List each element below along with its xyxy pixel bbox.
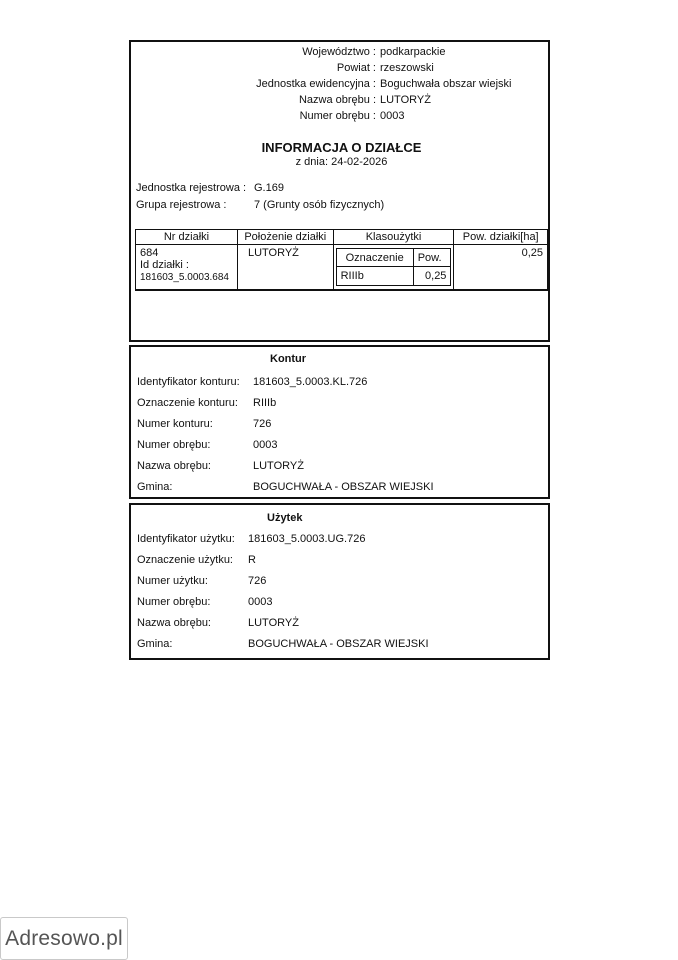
land-use-precinct-name-value: LUTORYŻ bbox=[248, 617, 299, 629]
contour-precinct-number-label: Numer obrębu: bbox=[137, 439, 211, 451]
land-class-header-designation: Oznaczenie bbox=[336, 249, 413, 267]
register-group-label: Grupa rejestrowa : bbox=[136, 199, 227, 211]
land-use-number-value: 726 bbox=[248, 575, 267, 587]
land-use-id-value: 181603_5.0003.UG.726 bbox=[248, 533, 366, 545]
contour-precinct-number-value: 0003 bbox=[253, 439, 278, 451]
parcel-table-header bbox=[136, 230, 548, 245]
col-header-land-class: Klasoużytki bbox=[333, 230, 454, 245]
watermark-badge: Adresowo.pl bbox=[0, 917, 128, 960]
contour-row-precinct-name bbox=[137, 460, 547, 476]
register-unit-value: G.169 bbox=[254, 182, 284, 194]
land-use-number-label: Numer użytku: bbox=[137, 575, 208, 587]
contour-row-number bbox=[137, 418, 547, 434]
land-use-row-id bbox=[137, 533, 547, 549]
land-use-commune-value: BOGUCHWAŁA - OBSZAR WIEJSKI bbox=[248, 638, 429, 650]
contour-precinct-name-value: LUTORYŻ bbox=[253, 460, 304, 472]
contour-box bbox=[129, 345, 550, 499]
parcel-info-box bbox=[129, 40, 550, 342]
precinct-number-label: Numer obrębu : bbox=[299, 110, 376, 122]
register-group-row bbox=[136, 199, 546, 215]
header-row-precinct-number bbox=[131, 110, 552, 126]
col-header-location: Położenie działki bbox=[237, 230, 333, 245]
table-row bbox=[136, 245, 548, 291]
land-use-precinct-number-label: Numer obrębu: bbox=[137, 596, 211, 608]
parcel-area: 0,25 bbox=[521, 247, 543, 259]
header-row-precinct-name bbox=[131, 94, 552, 110]
contour-row-id bbox=[137, 376, 547, 392]
land-use-row-number bbox=[137, 575, 547, 591]
contour-row-precinct-number bbox=[137, 439, 547, 455]
land-use-row-commune bbox=[137, 638, 547, 654]
contour-id-label: Identyfikator konturu: bbox=[137, 376, 240, 388]
land-use-row-precinct-name bbox=[137, 617, 547, 633]
land-use-row-precinct-number bbox=[137, 596, 547, 612]
contour-designation-value: RIIIb bbox=[253, 397, 277, 409]
register-unit-label: Jednostka rejestrowa : bbox=[136, 182, 247, 194]
col-header-area: Pow. działki[ha] bbox=[454, 230, 548, 245]
contour-row-commune bbox=[137, 481, 547, 497]
contour-number-label: Numer konturu: bbox=[137, 418, 213, 430]
parcel-table bbox=[135, 229, 548, 291]
land-class-table bbox=[336, 248, 452, 286]
contour-row-designation bbox=[137, 397, 547, 413]
voivodeship-label: Województwo : bbox=[302, 46, 376, 58]
contour-number-value: 726 bbox=[253, 418, 272, 430]
county-label: Powiat : bbox=[336, 62, 376, 74]
contour-title: Kontur bbox=[270, 353, 307, 365]
register-unit-row bbox=[136, 182, 546, 198]
contour-commune-label: Gmina: bbox=[137, 481, 173, 493]
registry-unit-label: Jednostka ewidencyjna : bbox=[256, 78, 376, 90]
land-use-row-designation bbox=[137, 554, 547, 570]
parcel-location: LUTORYŻ bbox=[247, 247, 299, 259]
contour-precinct-name-label: Nazwa obrębu: bbox=[137, 460, 211, 472]
county-value: rzeszowski bbox=[380, 62, 434, 74]
land-use-box bbox=[129, 503, 550, 660]
col-header-number: Nr działki bbox=[136, 230, 238, 245]
header-row-unit bbox=[131, 78, 552, 94]
registry-unit-value: Boguchwała obszar wiejski bbox=[380, 78, 512, 90]
header-row-county bbox=[131, 62, 552, 78]
parcel-location-cell bbox=[237, 245, 333, 291]
document-title: INFORMACJA O DZIAŁCE bbox=[261, 140, 422, 155]
land-use-precinct-name-label: Nazwa obrębu: bbox=[137, 617, 211, 629]
parcel-number-cell bbox=[136, 245, 238, 291]
register-group-value: 7 (Grunty osób fizycznych) bbox=[254, 199, 385, 211]
land-class-area: 0,25 bbox=[413, 267, 451, 286]
parcel-number: 684 bbox=[140, 247, 159, 259]
land-class-designation: RIIIb bbox=[336, 267, 413, 286]
land-class-row bbox=[336, 267, 451, 286]
contour-id-value: 181603_5.0003.KL.726 bbox=[253, 376, 368, 388]
land-class-header bbox=[336, 249, 451, 267]
precinct-name-label: Nazwa obrębu : bbox=[298, 94, 376, 106]
header-row-voivodeship bbox=[131, 46, 552, 62]
parcel-area-cell bbox=[454, 245, 548, 291]
document-date: z dnia: 24-02-2026 bbox=[295, 156, 388, 168]
land-use-commune-label: Gmina: bbox=[137, 638, 173, 650]
precinct-number-value: 0003 bbox=[380, 110, 405, 122]
land-use-precinct-number-value: 0003 bbox=[248, 596, 273, 608]
precinct-name-value: LUTORYŻ bbox=[380, 94, 431, 106]
land-use-title: Użytek bbox=[267, 512, 303, 524]
voivodeship-value: podkarpackie bbox=[380, 46, 446, 58]
land-class-header-area: Pow. bbox=[413, 249, 451, 267]
contour-designation-label: Oznaczenie konturu: bbox=[137, 397, 238, 409]
land-class-cell bbox=[333, 245, 454, 291]
parcel-id-label: Id działki : bbox=[140, 259, 189, 271]
contour-commune-value: BOGUCHWAŁA - OBSZAR WIEJSKI bbox=[253, 481, 434, 493]
land-use-designation-value: R bbox=[248, 554, 256, 566]
parcel-id-value: 181603_5.0003.684 bbox=[140, 272, 229, 283]
land-use-id-label: Identyfikator użytku: bbox=[137, 533, 235, 545]
land-use-designation-label: Oznaczenie użytku: bbox=[137, 554, 233, 566]
